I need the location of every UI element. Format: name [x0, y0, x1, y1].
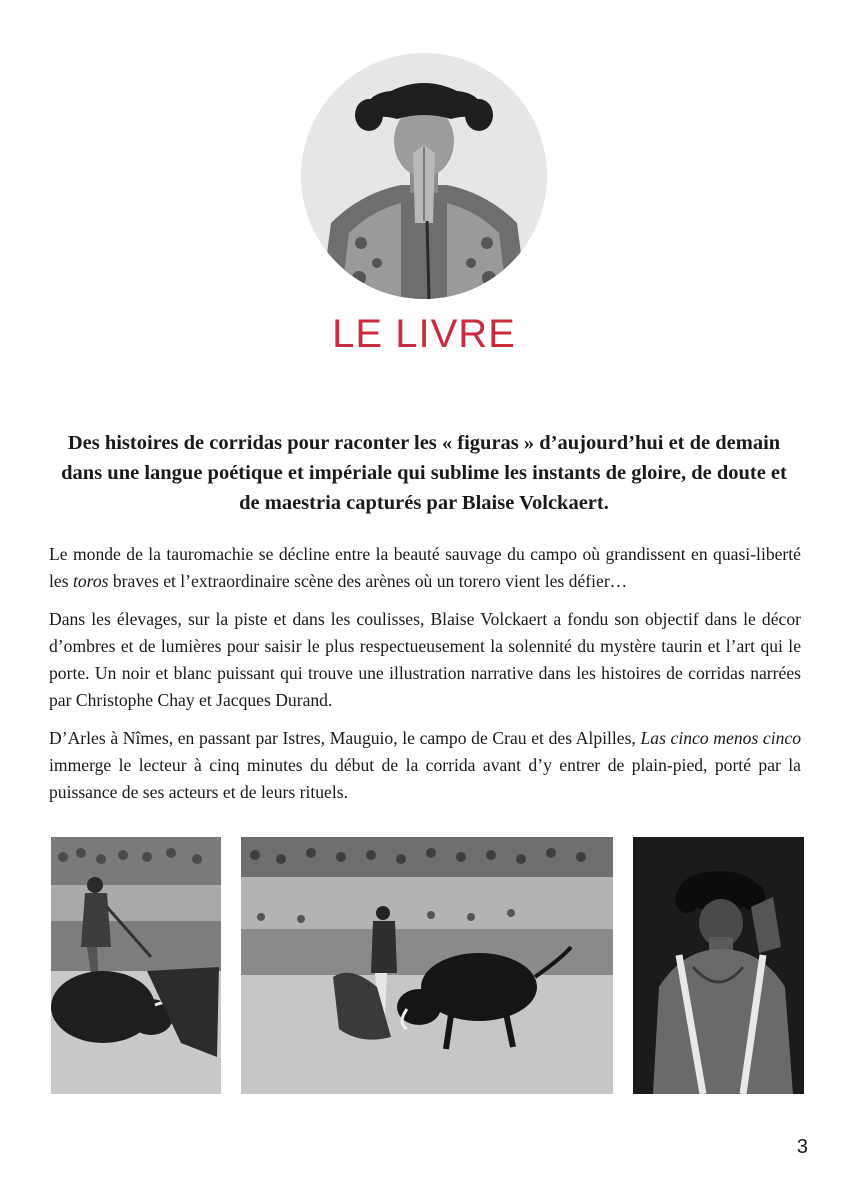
- page-number: 3: [796, 1136, 808, 1158]
- photo-torero-back-portrait: [633, 837, 804, 1094]
- paragraph-3: D’Arles à Nîmes, en passant par Istres, Mauguio, le campo de Crau et des Alpilles, Las cinco menos cinco immerge le lecteur à cinq minutes du début de la corrida avant d’y entrer de plain-pied, porté par la puissance de ses acteurs et de leurs rituels.: [49, 728, 802, 802]
- photo-1-illustration: [51, 837, 221, 1094]
- lead-paragraph: Des histoires de corridas pour raconter les « figuras » d’aujourd’hui et de demain dans une langue poétique et impériale qui sublime les instants de gloire, de doute et de maestria capturés par Blaise Volckaert.: [61, 432, 787, 514]
- torero-praying-portrait: [301, 53, 547, 299]
- photo-3-illustration: [633, 837, 804, 1094]
- portrait-illustration: [301, 53, 547, 299]
- paragraph-1: Le monde de la tauromachie se décline entre la beauté sauvage du campo où grandissent en quasi-liberté les toros braves et l’extraordinaire scène des arènes où un torero vient les défier…: [49, 544, 801, 591]
- paragraph-2: Dans les élevages, sur la piste et dans les coulisses, Blaise Volckaert a fondu son objectif dans le décor d’ombres et de lumières pour saisir le plus respectueusement la solennité du mystère taurin et l’art qui le porte. Un noir et blanc puissant qui trouve une illustration narrative dans les histoires de corridas narrées par Christophe Chay et Jacques Durand.: [49, 609, 801, 710]
- body-text: [49, 541, 801, 817]
- page-title: LE LIVRE: [332, 312, 516, 356]
- photo-torero-bull-arena: [241, 837, 613, 1094]
- photo-2-illustration: [241, 837, 613, 1094]
- photo-torero-cape-pass: [51, 837, 221, 1094]
